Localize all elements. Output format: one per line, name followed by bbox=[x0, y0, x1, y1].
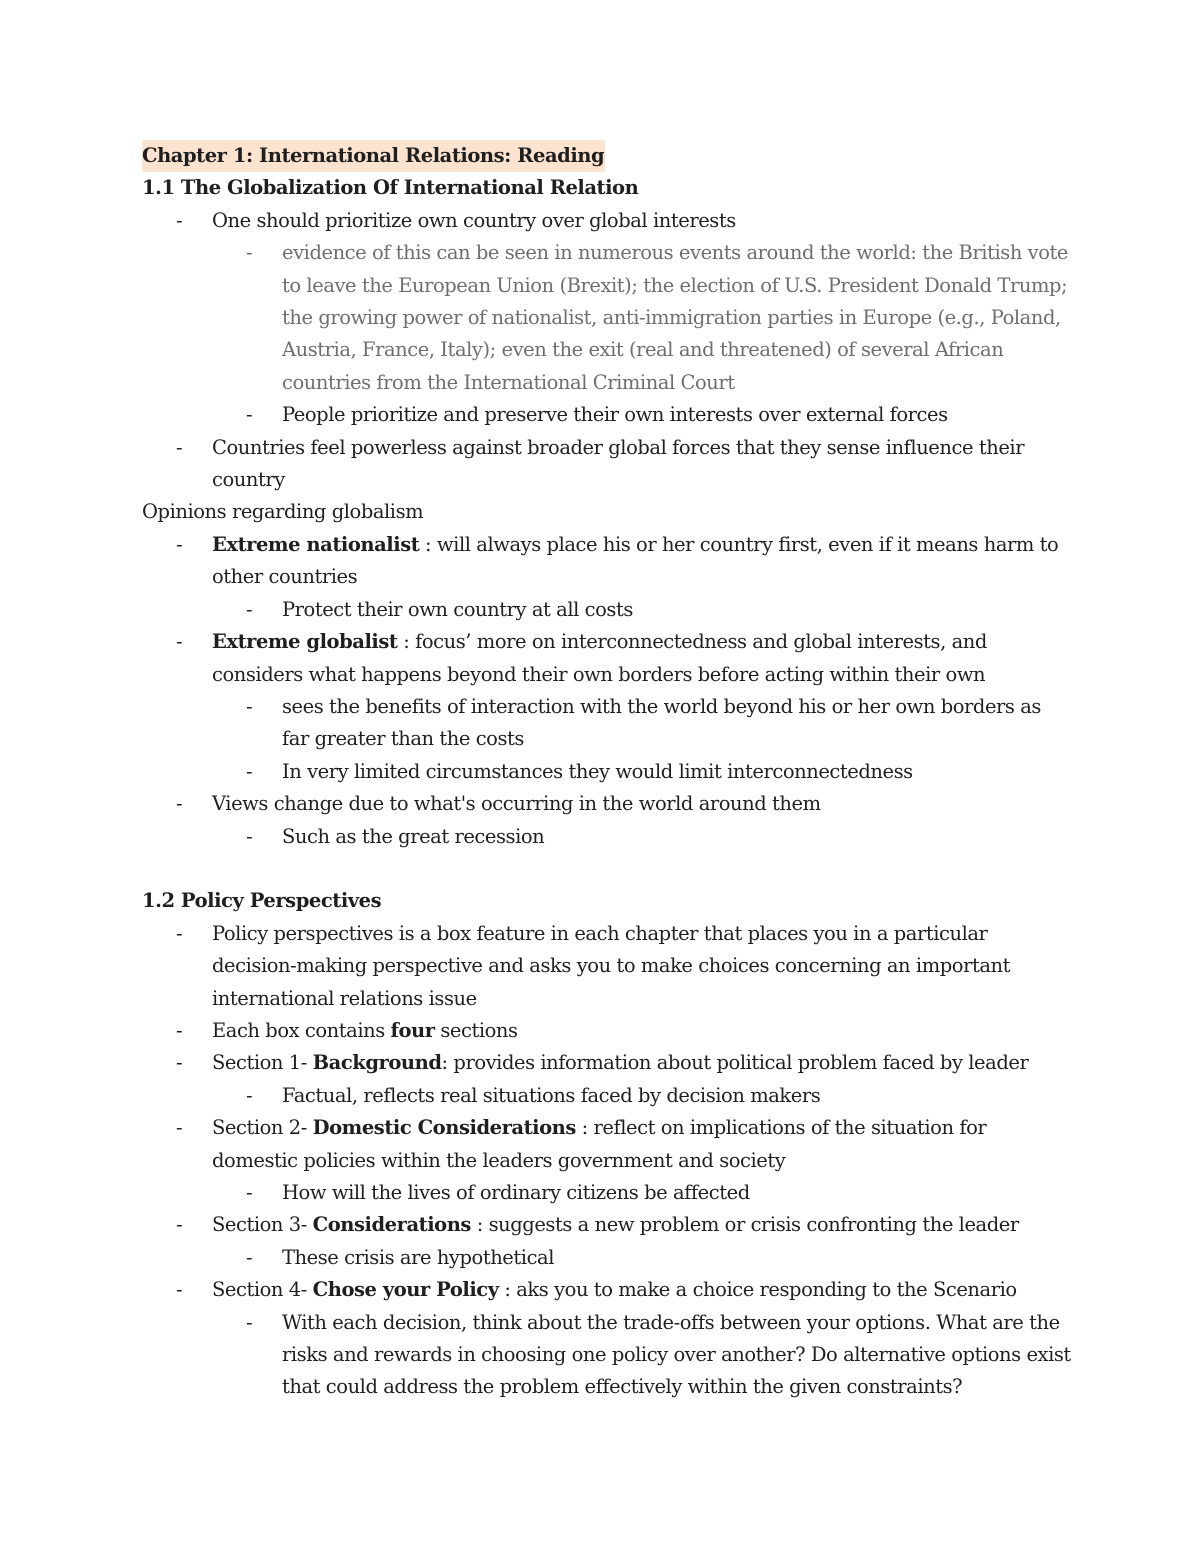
list-item-text: With each decision, think about the trade-offs between your options. What are the risks and rewards in choosing one policy over another? Do alternative options exist that could address the problem effectively within the given constraints? bbox=[282, 1310, 1071, 1399]
chapter-heading-line bbox=[142, 140, 1072, 172]
term-background: Background bbox=[312, 1051, 442, 1075]
list-item bbox=[142, 399, 1072, 431]
term-chose-your-policy: Chose your Policy bbox=[312, 1278, 499, 1302]
opinions-heading: Opinions regarding globalism bbox=[142, 500, 424, 524]
list-item bbox=[142, 529, 1072, 594]
bullet-dash: - bbox=[176, 208, 183, 232]
text-fragment: : suggests a new problem or crisis confronting the leader bbox=[470, 1213, 1019, 1237]
bullet-dash: - bbox=[176, 1018, 183, 1042]
list-item-text: Policy perspectives is a box feature in each chapter that places you in a particular decision-making perspective and asks you to make choices concerning an important international relations issue bbox=[212, 921, 1010, 1010]
list-item bbox=[142, 918, 1072, 1015]
bullet-dash: - bbox=[176, 1213, 183, 1237]
text-fragment: : aks you to make a choice responding to the Scenario bbox=[498, 1278, 1017, 1302]
bullet-dash: - bbox=[246, 1310, 253, 1334]
list-item bbox=[142, 691, 1072, 756]
list-item-text: sees the benefits of interaction with the world beyond his or her own borders as far greater than the costs bbox=[282, 694, 1041, 751]
bullet-dash: - bbox=[246, 403, 253, 427]
list-item-text: Protect their own country at all costs bbox=[282, 597, 633, 621]
list-item-text bbox=[212, 1015, 1072, 1047]
list-item bbox=[142, 626, 1072, 691]
bullet-dash: - bbox=[176, 1051, 183, 1075]
list-item-text: Views change due to what's occurring in the world around them bbox=[212, 792, 821, 816]
list-item-text bbox=[212, 529, 1072, 594]
bullet-dash: - bbox=[176, 921, 183, 945]
list-item-text: One should prioritize own country over global interests bbox=[212, 208, 736, 232]
bullet-dash: - bbox=[176, 532, 183, 556]
bullet-dash: - bbox=[176, 1278, 183, 1302]
bullet-dash: - bbox=[176, 1116, 183, 1140]
term-extreme-nationalist: Extreme nationalist bbox=[212, 532, 420, 556]
bullet-dash: - bbox=[246, 597, 253, 621]
list-item-text bbox=[212, 1112, 1072, 1177]
bullet-dash: - bbox=[246, 759, 253, 783]
emphasis-four: four bbox=[390, 1018, 435, 1042]
term-domestic-considerations: Domestic Considerations bbox=[312, 1116, 576, 1140]
list-item bbox=[142, 205, 1072, 237]
definition-text: : focus’ more on interconnectedness and global interests, and considers what happens beyond their own borders before acting within their own bbox=[212, 630, 987, 686]
list-item-text: Countries feel powerless against broader global forces that they sense influence their country bbox=[212, 435, 1025, 492]
text-fragment: : reflect on implications of the situation for domestic policies within the leaders government and society bbox=[212, 1116, 987, 1172]
bullet-dash: - bbox=[246, 1180, 253, 1204]
list-item-text: Factual, reflects real situations faced by decision makers bbox=[282, 1083, 821, 1107]
list-item bbox=[142, 237, 1072, 399]
term-extreme-globalist: Extreme globalist bbox=[212, 630, 398, 654]
bullet-dash: - bbox=[246, 824, 253, 848]
chapter-title: Chapter 1: International Relations: Reading bbox=[142, 140, 605, 172]
list-item bbox=[142, 1112, 1072, 1177]
bullet-dash: - bbox=[246, 1083, 253, 1107]
list-item bbox=[142, 1274, 1072, 1306]
text-fragment: Section 4- bbox=[212, 1278, 313, 1302]
section-1-2-heading: 1.2 Policy Perspectives bbox=[142, 889, 382, 913]
list-item bbox=[142, 1307, 1072, 1404]
list-item bbox=[142, 1047, 1072, 1079]
text-fragment: : provides information about political problem faced by leader bbox=[441, 1051, 1029, 1075]
quoted-evidence-text: evidence of this can be seen in numerous events around the world: the British vote to leave the European Union (Brexit); the election of U.S. President Donald Trump; the growing power of nationalist, anti-immigration parties in Europe (e.g., Poland, Austria, France, Italy); even the exit (real and threatened) of several African countries from the International Criminal Court bbox=[282, 241, 1069, 394]
definition-text: : will always place his or her country first, even if it means harm to other countries bbox=[212, 532, 1059, 589]
list-item bbox=[142, 1177, 1072, 1209]
text-fragment: sections bbox=[434, 1018, 518, 1042]
list-item-text: In very limited circumstances they would limit interconnectedness bbox=[282, 759, 913, 783]
bullet-dash: - bbox=[176, 435, 183, 459]
bullet-dash: - bbox=[176, 792, 183, 816]
list-item bbox=[142, 821, 1072, 853]
bullet-dash: - bbox=[246, 241, 253, 265]
text-fragment: Section 2- bbox=[212, 1116, 313, 1140]
list-item bbox=[142, 1015, 1072, 1047]
list-item-text bbox=[212, 1209, 1072, 1241]
list-item bbox=[142, 1080, 1072, 1112]
list-item bbox=[142, 594, 1072, 626]
blank-line bbox=[142, 853, 1072, 885]
list-item-text: These crisis are hypothetical bbox=[282, 1245, 555, 1269]
list-item-text: People prioritize and preserve their own interests over external forces bbox=[282, 403, 948, 427]
list-item bbox=[142, 756, 1072, 788]
list-item bbox=[142, 1209, 1072, 1241]
bullet-dash: - bbox=[246, 694, 253, 718]
bullet-dash: - bbox=[176, 630, 183, 654]
list-item-text: How will the lives of ordinary citizens be affected bbox=[282, 1180, 750, 1204]
list-item bbox=[142, 432, 1072, 497]
list-item bbox=[142, 788, 1072, 820]
list-item-text bbox=[212, 1274, 1072, 1306]
list-item-text bbox=[212, 1047, 1072, 1079]
list-item-text bbox=[212, 626, 1072, 691]
list-item-text: Such as the great recession bbox=[282, 824, 545, 848]
section-1-1-heading: 1.1 The Globalization Of International Relation bbox=[142, 176, 639, 200]
term-considerations: Considerations bbox=[312, 1213, 471, 1237]
text-fragment: Each box contains bbox=[212, 1018, 391, 1042]
bullet-dash: - bbox=[246, 1245, 253, 1269]
list-item bbox=[142, 1242, 1072, 1274]
document-body bbox=[142, 140, 1072, 1404]
text-fragment: Section 3- bbox=[212, 1213, 313, 1237]
text-fragment: Section 1- bbox=[212, 1051, 313, 1075]
